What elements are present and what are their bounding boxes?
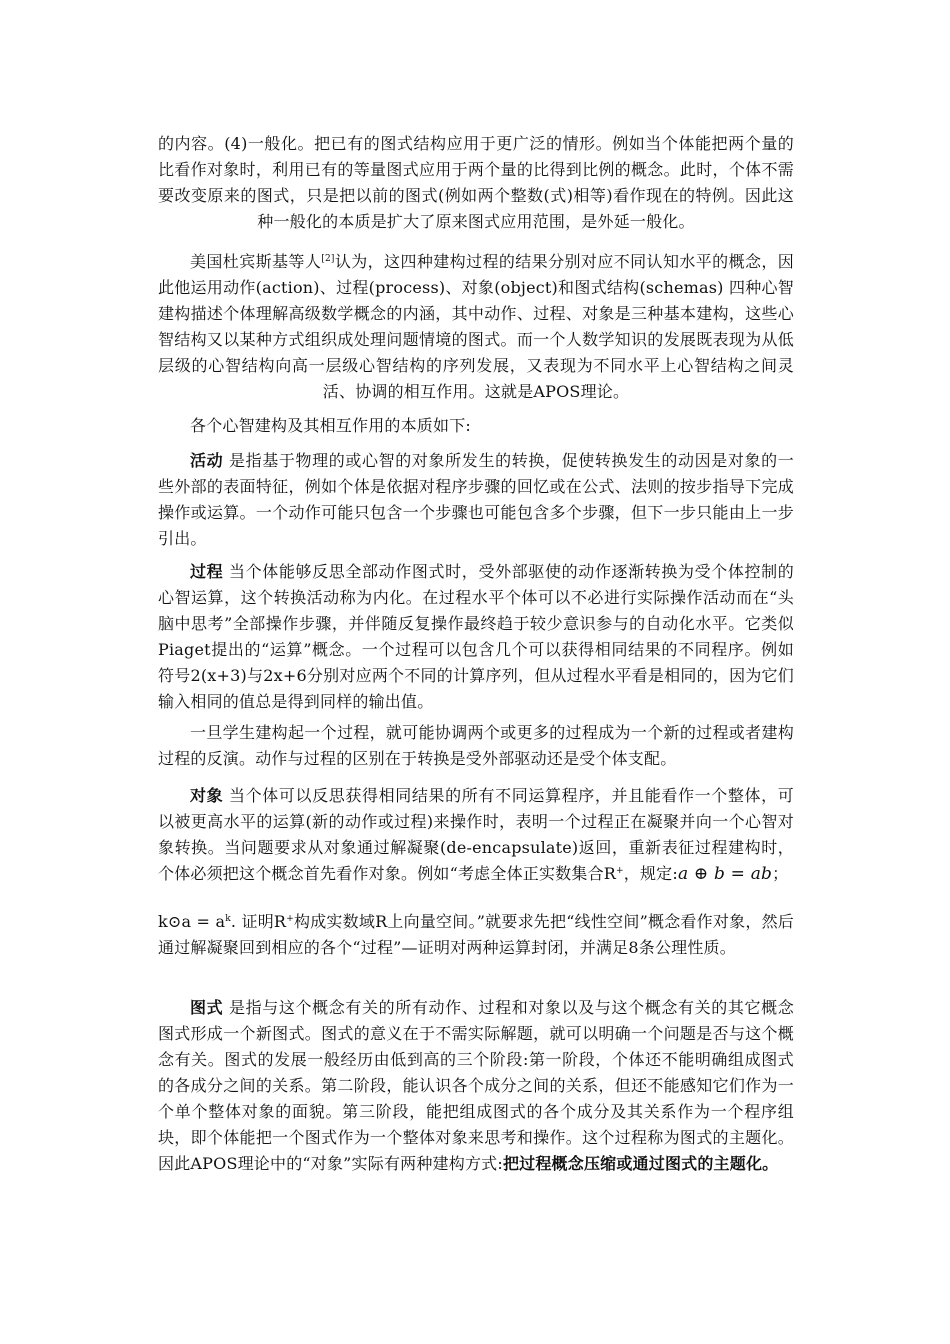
nature-paragraph	[158, 413, 794, 439]
object-term: 对象	[190, 786, 224, 805]
dubinsky-text-b: 认为，这四种建构过程的结果分别对应不同认知水平的概念，因此他运用动作(action)、过程(process)、对象(object)和图式结构(schemas) 四种心智建构描述个体理解高级数学概念的内涵，其中动作、过程、对象是三种基本建构，这些心智结构又以某种方式组织成处理问题情境的图式。而一个人数学知识的发展既表现为从低层级的心智结构向高一层级心智结构的序列发展，又表现为不同水平上心智结构之间灵活、协调的相互作用。这就是APOS理论。	[158, 252, 794, 401]
object-superscript: +	[616, 866, 624, 876]
intro-paragraph	[158, 131, 794, 235]
object-text: 当个体可以反思获得相同结果的所有不同运算程序，并且能看作一个整体，可以被更高水平的运算(新的动作或过程)来操作时，表明一个过程正在凝聚并向一个心智对象转换。当问题要求从对象通过解凝聚(de-encapsulate)返回，重新表征过程建构时，个体必须把这个概念首先看作对象。例如“考虑全体正实数集合R	[158, 786, 794, 883]
object-paragraph	[158, 783, 794, 887]
action-term: 活动	[190, 451, 224, 470]
process-paragraph	[158, 559, 794, 715]
process2-text: 一旦学生建构起一个过程，就可能协调两个或更多的过程成为一个新的过程或者建构过程的反演。动作与过程的区别在于转换是受外部驱动还是受个体支配。	[158, 723, 794, 768]
process-text: 当个体能够反思全部动作图式时，受外部驱使的动作逐渐转换为受个体控制的心智运算，这个转换活动称为内化。在过程水平个体可以不必进行实际操作活动而在“头脑中思考”全部操作步骤，并伴随反复操作最终趋于较少意识参与的自动化水平。它类似Piaget提出的“运算”概念。一个过程可以包含几个可以获得相同结果的不同程序。例如符号2(x+3)与2x+6分别对应两个不同的计算序列，但从过程水平看是相同的，因为它们输入相同的值总是得到同样的输出值。	[158, 562, 794, 711]
schema-text: 是指与这个概念有关的所有动作、过程和对象以及与这个概念有关的其它概念图式形成一个新图式。图式的意义在于不需实际解题，就可以明确一个问题是否与这个概念有关。图式的发展一般经历由低到高的三个阶段:第一阶段，个体还不能明确组成图式的各成分之间的关系。第二阶段，能认识各个成分之间的关系，但还不能感知它们作为一个单个整体对象的面貌。第三阶段，能把组成图式的各个成分及其关系作为一个程序组块，即个体能把一个图式作为一个整体对象来思考和操作。这个过程称为图式的主题化。因此APOS理论中的“对象”实际有两种建构方式:	[158, 998, 794, 1173]
action-text: 是指基于物理的或心智的对象所发生的转换，促使转换发生的动因是对象的一些外部的表面特征，例如个体是依据对程序步骤的回忆或在公式、法则的按步指导下完成操作或运算。一个动作可能只包含一个步骤也可能包含多个步骤，但下一步只能由上一步引出。	[158, 451, 794, 548]
dubinsky-text-a: 美国杜宾斯基等人	[190, 252, 322, 271]
process-term: 过程	[190, 562, 224, 581]
formula-odot: k⊙a = a	[158, 912, 226, 931]
action-paragraph	[158, 448, 794, 552]
nature-text: 各个心智建构及其相互作用的本质如下:	[190, 416, 471, 435]
citation-ref: [2]	[321, 254, 335, 264]
schema-bold-conclusion: 把过程概念压缩或通过图式的主题化。	[502, 1154, 779, 1173]
object-text-2: ，规定:	[623, 864, 678, 883]
object-cont-text-c: 构成实数域R上向量空间。”就要求先把“线性空间”概念看作对象，然后通过解凝聚回到相应的各个“过程”—证明对两种运算封闭，并满足8条公理性质。	[158, 912, 794, 957]
formula-oplus: a ⊕ b = ab	[677, 864, 773, 884]
intro-text: 的内容。(4)一般化。把已有的图式结构应用于更广泛的情形。例如当个体能把两个量的比看作对象时，利用已有的等量图式应用于两个量的比得到比例的概念。此时，个体不需要改变原来的图式，只是把以前的图式(例如两个整数(式)相等)看作现在的特例。因此这种一般化的本质是扩大了原来图式应用范围，是外延一般化。	[158, 134, 794, 231]
formula-semicolon: ；	[772, 864, 789, 883]
formula-exponent: k	[225, 914, 231, 924]
schema-paragraph	[158, 995, 794, 1177]
process2-paragraph	[158, 720, 794, 772]
object-cont-text-b: . 证明R	[230, 912, 287, 931]
schema-term: 图式	[190, 998, 224, 1017]
object-cont-superscript: +	[286, 914, 294, 924]
object-continuation-paragraph	[158, 909, 794, 961]
dubinsky-paragraph	[158, 249, 794, 405]
